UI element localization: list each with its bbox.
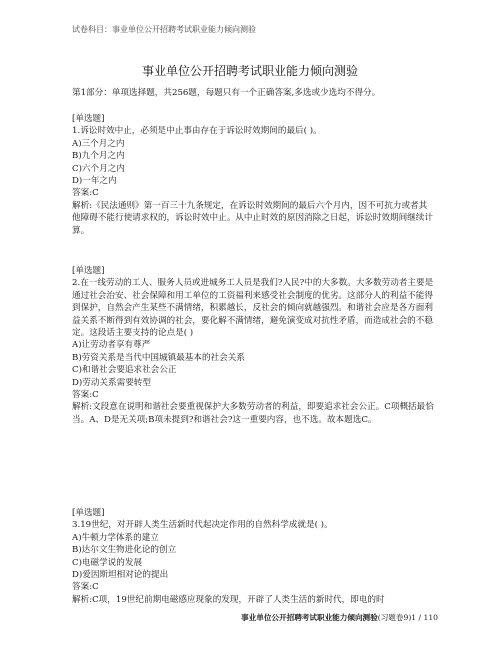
option-b: B)劳资关系是当代中国城镇最基本的社会关系 (72, 352, 245, 363)
option-d: D)一年之内 (72, 176, 117, 187)
answer-line: 答案:C (72, 390, 99, 401)
answer-line: 答案:C (72, 188, 99, 199)
question-stem: 2.在一线劳动的工人、服务人员或进城务工人员是我们?人民?中的大多数。大多数劳动者主要是通过社会治安、社会保障和用工单位的工资福利来感受社会制度的优劣。这部分人的利益不能得到保护，自然会产生某些不满情绪，积累越长，反社会的倾向就越强烈。和谐社会应是各方面利益关系不断得到有效协调的社会，要化解不满情绪，避免演变成对抗性矛盾，而造成社会的不稳定。这段话主要支持的论点是( ) (72, 278, 434, 339)
question-type-tag: [单选题] (72, 508, 105, 518)
question-block-2 (72, 265, 434, 426)
question-block-1 (72, 113, 434, 237)
analysis-text: 解析:C项，19世纪前期电磁感应现象的发现，开辟了人类生活的新时代，即电的时 (72, 594, 385, 605)
footer-page-number: (习题卷9)1 / 110 (377, 613, 438, 622)
question-type-tag: [单选题] (72, 266, 105, 276)
option-c: C)六个月之内 (72, 163, 125, 174)
analysis-text: 解析:《民法通则》第一百三十九条规定，在诉讼时效期间的最后六个月内，因不可抗力或者其他障碍不能行使请求权的，诉讼时效中止。从中止时效的原因消除之日起，诉讼时效期间继续计算。 (72, 200, 433, 236)
question-type-tag: [单选题] (72, 114, 105, 124)
question-block-3 (72, 507, 434, 606)
document-title: 事业单位公开招聘考试职业能力倾向测验 (141, 64, 358, 78)
option-c: C)和谐社会要追求社会公正 (72, 365, 177, 376)
option-b: B)达尔文生物进化论的创立 (72, 545, 177, 556)
subject-line: 试卷科目：事业单位公开招聘考试职业能力倾向测验 (72, 25, 256, 34)
option-c: C)电磁学说的发展 (72, 557, 143, 568)
question-stem: 1.诉讼时效中止，必须是中止事由存在于诉讼时效期间的最后( )。 (72, 126, 322, 137)
section-info: 第1部分：单项选择题，共256题，每题只有一个正确答案,多选或少选均不得分。 (72, 88, 381, 98)
question-stem: 3.19世纪，对开辟人类生活新时代起决定作用的自然科学成就是( )。 (72, 520, 333, 531)
option-a: A)牛顿力学体系的建立 (72, 532, 159, 543)
footer-title: 事业单位公开招聘考试职业能力倾向测验 (241, 613, 378, 622)
option-d: D)劳动关系需要转型 (72, 377, 151, 388)
option-d: D)爱因斯坦相对论的提出 (72, 570, 169, 581)
option-b: B)九个月之内 (72, 151, 125, 162)
analysis-text: 解析:文段意在说明和谐社会要重视保护大多数劳动者的利益，即要追求社会公正。C项概括最恰当。A、D是无关项;B项未提到?和谐社会?这一重要内容，也不选。故本题选C。 (72, 402, 434, 425)
option-a: A)让劳动者享有尊严 (72, 340, 151, 351)
answer-line: 答案:C (72, 582, 99, 593)
option-a: A)三个月之内 (72, 138, 125, 149)
page-footer (241, 612, 438, 623)
